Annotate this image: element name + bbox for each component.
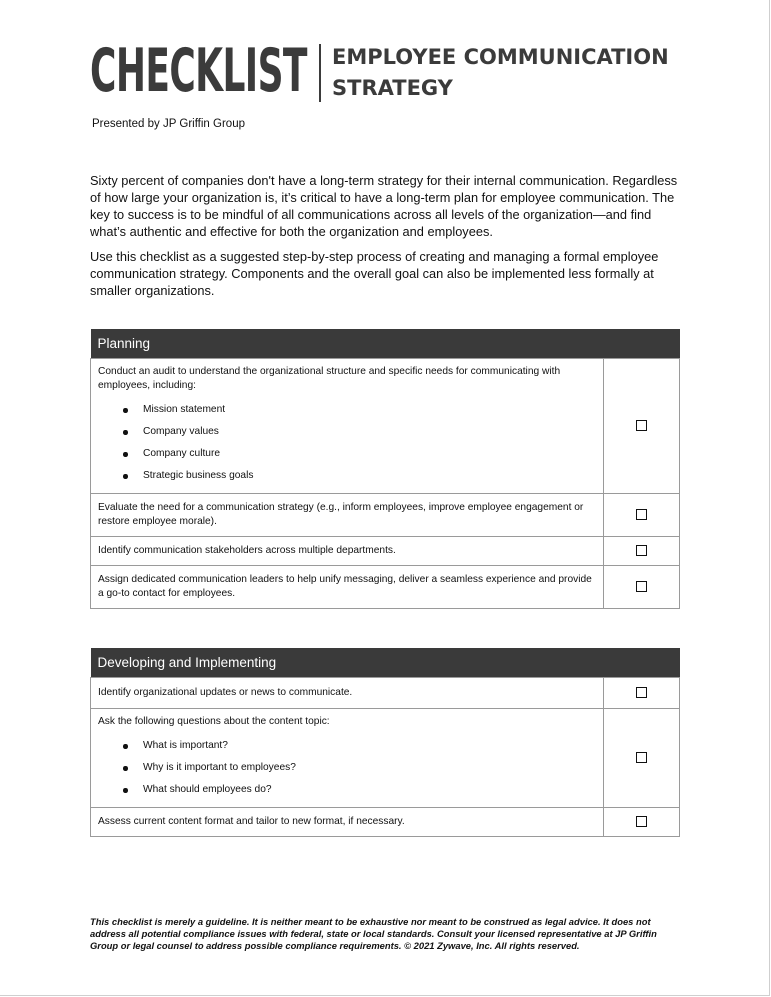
checklist-item-text: Evaluate the need for a communication strategy (e.g., inform employees, improve employee engagement or restore employee morale). — [91, 494, 604, 537]
bullet-item: What should employees do? — [123, 779, 596, 801]
checklist-item-label: Conduct an audit to understand the organizational structure and specific needs for communicating with employees, including: — [98, 366, 561, 391]
table-row — [91, 494, 680, 537]
checkbox[interactable] — [636, 420, 647, 431]
checkbox-cell — [604, 709, 680, 808]
section-heading-developing: Developing and Implementing — [91, 648, 604, 678]
table-row — [91, 359, 680, 494]
section-heading-planning: Planning — [91, 329, 604, 359]
document-title: EMPLOYEE COMMUNICATION STRATEGY — [332, 45, 669, 100]
bullet-item: What is important? — [123, 735, 596, 757]
checkbox[interactable] — [636, 752, 647, 763]
checkbox[interactable] — [636, 509, 647, 520]
planning-table — [90, 329, 680, 609]
bullet-item: Strategic business goals — [123, 465, 596, 487]
table-row — [91, 709, 680, 808]
checkbox[interactable] — [636, 545, 647, 556]
intro-paragraph: Sixty percent of companies don't have a long-term strategy for their internal communication. Regardless of how large your organization is, it’s critical to have a long-term plan for employee communication. The key to success is to be mindful of all communications across all levels of the organization—and find what’s authentic and effective for both the organization and employees. — [90, 173, 678, 239]
table-row — [91, 808, 680, 837]
checkbox-cell — [604, 359, 680, 494]
checklist-item-text — [91, 709, 604, 808]
checkbox[interactable] — [636, 581, 647, 592]
table-row — [91, 566, 680, 609]
bullet-item: Company culture — [123, 443, 596, 465]
checklist-item-text: Identify organizational updates or news to communicate. — [91, 678, 604, 709]
checklist-item-text: Assign dedicated communication leaders to help unify messaging, deliver a seamless experience and provide a go-to contact for employees. — [91, 566, 604, 609]
developing-table — [90, 648, 680, 837]
checkbox-cell — [604, 808, 680, 837]
presented-by: Presented by JP Griffin Group — [92, 118, 245, 130]
checklist-item-text — [91, 359, 604, 494]
bullet-item: Company values — [123, 421, 596, 443]
checkbox[interactable] — [636, 687, 647, 698]
intro-text — [90, 172, 686, 307]
checkbox-cell — [604, 566, 680, 609]
checkbox-cell — [604, 537, 680, 566]
bullet-list — [98, 735, 596, 801]
checkbox-cell — [604, 678, 680, 709]
checklist-wordmark: CHECKLIST — [90, 36, 307, 106]
checklist-item-text: Assess current content format and tailor to new format, if necessary. — [91, 808, 604, 837]
intro-paragraph: Use this checklist as a suggested step-by-step process of creating and managing a formal employee communication strategy. Components and the overall goal can also be implemented less formally at smaller organizations. — [90, 249, 659, 298]
checklist-item-label: Ask the following questions about the content topic: — [98, 716, 330, 727]
bullet-item: Why is it important to employees? — [123, 757, 596, 779]
section-heading-spacer — [604, 329, 680, 359]
checkbox[interactable] — [636, 816, 647, 827]
title-divider — [319, 44, 321, 102]
checkbox-cell — [604, 494, 680, 537]
bullet-item: Mission statement — [123, 399, 596, 421]
section-heading-spacer — [604, 648, 680, 678]
table-row — [91, 537, 680, 566]
disclaimer: This checklist is merely a guideline. It is neither meant to be exhaustive nor meant to be construed as legal advice. It does not address all potential compliance issues with federal, state or local standards. Consult your licensed representative at JP Griffin Group or legal counsel to address possible compliance requirements. © 2021 Zywave, Inc. All rights reserved. — [90, 916, 657, 951]
bullet-list — [98, 399, 596, 487]
table-row — [91, 678, 680, 709]
checklist-item-text: Identify communication stakeholders across multiple departments. — [91, 537, 604, 566]
